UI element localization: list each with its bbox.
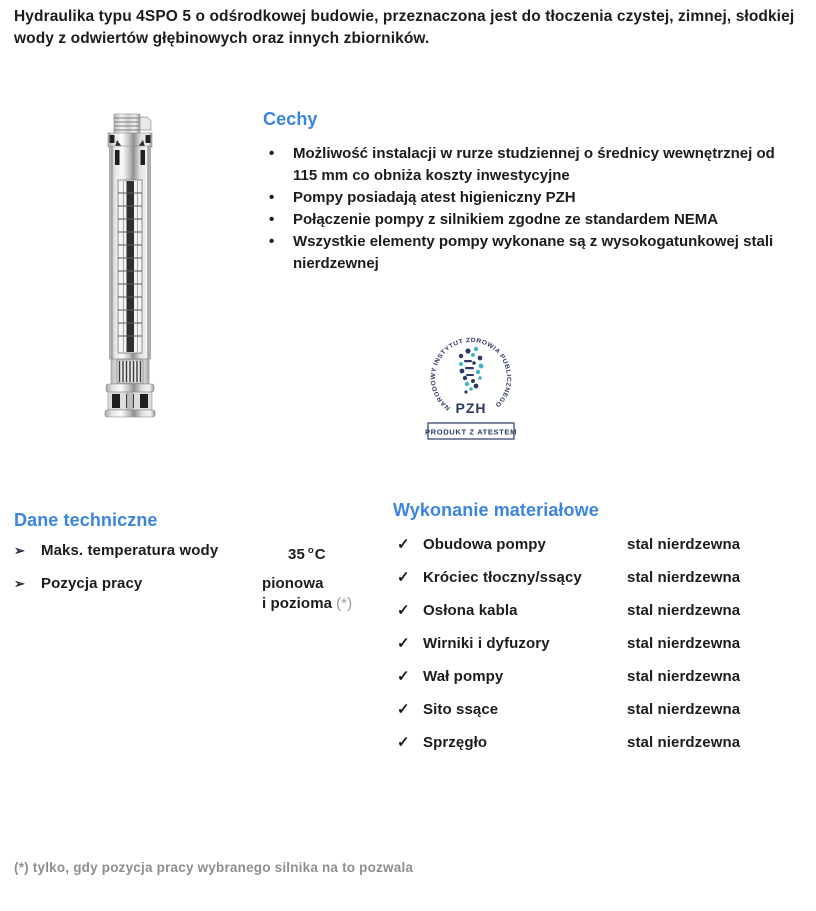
spec-label: Maks. temperatura wody: [41, 542, 219, 559]
spec-label: Pozycja pracy: [41, 575, 143, 592]
materials-section: [393, 498, 808, 766]
material-row: [393, 700, 808, 733]
material-name: Wał pompy: [423, 668, 504, 685]
check-icon: ✓: [397, 734, 410, 751]
check-icon: ✓: [397, 569, 410, 586]
pump-product-image: [90, 100, 210, 430]
list-item: • Możliwość instalacji w rurze studziennej o średnicy wewnętrznej od 115 mm co obniża koszty inwestycyjne: [263, 143, 775, 187]
arrow-bullet-icon: ➢: [14, 576, 25, 591]
footnote-marker: (*): [336, 595, 353, 612]
spec-value: 35 $^o$C: [288, 545, 326, 563]
features-list: [263, 143, 775, 275]
material-row: [393, 733, 808, 766]
logo-acronym: PZH: [455, 400, 487, 416]
spec-row: [14, 541, 386, 565]
material-name: Sprzęgło: [423, 734, 488, 751]
pump-base: [105, 384, 155, 417]
material-name: Króciec tłoczny/ssący: [423, 569, 582, 586]
check-icon: ✓: [397, 668, 410, 685]
pump-stage-grid: [118, 180, 142, 353]
pump-collar: [108, 133, 152, 147]
material-value: stal nierdzewna: [627, 668, 741, 685]
material-row: [393, 535, 808, 568]
intro-text: Hydraulika typu 4SPO 5 o odśrodkowej budowie, przeznaczona jest do tłoczenia czystej, zimnej, słodkiej wody z odwiertów głębinowych oraz innych zbiorników.: [14, 8, 795, 47]
materials-title: Wykonanie materiałowe: [393, 500, 599, 520]
bullet-icon: •: [269, 233, 275, 250]
logo-badge: [425, 423, 517, 439]
material-row: [393, 634, 808, 667]
arrow-bullet-icon: ➢: [14, 543, 25, 558]
material-value: stal nierdzewna: [627, 602, 741, 619]
material-value: stal nierdzewna: [627, 734, 741, 751]
check-icon: ✓: [397, 536, 410, 553]
bullet-icon: •: [269, 189, 275, 206]
material-value: stal nierdzewna: [627, 635, 741, 652]
material-value: stal nierdzewna: [627, 701, 741, 718]
check-icon: ✓: [397, 602, 410, 619]
pzh-certificate-logo: [421, 336, 521, 446]
pump-top-connector: [114, 114, 151, 134]
degree-sup: o: [307, 545, 314, 556]
material-name: Sito ssące: [423, 701, 499, 718]
bullet-icon: •: [269, 211, 275, 228]
list-item: • Pompy posiadają atest higieniczny PZH: [263, 187, 775, 209]
material-name: Obudowa pompy: [423, 536, 546, 553]
material-name: Osłona kabla: [423, 602, 518, 619]
bullet-icon: •: [269, 145, 275, 162]
footnote-text: (*) tylko, gdy pozycja pracy wybranego silnika na to pozwala: [14, 860, 414, 875]
logo-badge-text: PRODUKT Z ATESTEM: [424, 427, 518, 437]
material-row: [393, 667, 808, 700]
features-title: Cechy: [263, 109, 318, 129]
features-section: [263, 107, 775, 275]
technical-data-section: [14, 508, 386, 614]
material-value: stal nierdzewna: [627, 569, 741, 586]
pump-suction-strainer: [111, 359, 149, 384]
material-value: stal nierdzewna: [627, 536, 741, 553]
list-item: • Połączenie pompy z silnikiem zgodne ze standardem NEMA: [263, 209, 775, 231]
material-row: [393, 568, 808, 601]
logo-arc-text: NARODOWY INSTYTUT ZDROWIA PUBLICZNEGO: [429, 336, 513, 412]
technical-data-title: Dane techniczne: [14, 510, 158, 530]
check-icon: ✓: [397, 635, 410, 652]
spec-row: [14, 574, 386, 614]
check-icon: ✓: [397, 701, 410, 718]
spec-value: pionowa i pozioma (*): [262, 575, 353, 612]
dna-helix-icon: [459, 347, 484, 394]
list-item: • Wszystkie elementy pompy wykonane są z wysokogatunkowej stali nierdzewnej: [263, 231, 775, 275]
material-name: Wirniki i dyfuzory: [423, 635, 550, 652]
material-row: [393, 601, 808, 634]
